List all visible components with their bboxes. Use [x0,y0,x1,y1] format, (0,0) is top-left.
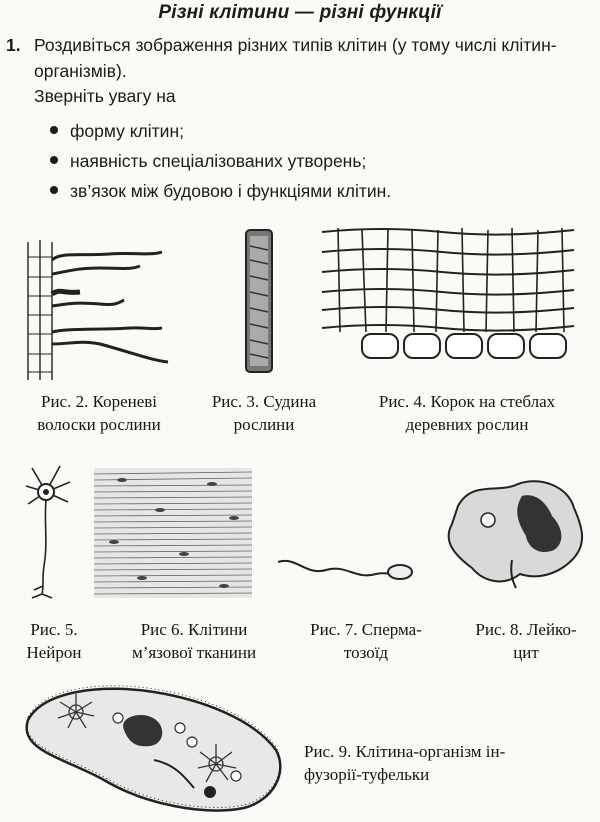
plant-vessel-illustration [240,226,280,376]
figure-caption-3: Рис. 3. Судина рослини [211,392,317,434]
task-number: 1. [6,35,21,55]
leukocyte-illustration [442,476,588,600]
neuron-illustration [22,462,74,600]
bullet-icon [50,186,58,194]
figure-caption-9: Рис. 9. Клітина-організм ін- фузорії-туфельки [304,742,506,784]
figure-caption-2: Рис. 2. Кореневі волоски рослини [37,392,161,434]
figure-caption-7: Рис. 7. Сперма- тозоїд [310,620,422,662]
task-text: Роздивіться зображення різних типів клітин (у тому числі клітин-організмів). [34,35,557,81]
cork-cells-illustration [322,224,574,369]
bullet-icon [50,156,58,164]
figure-caption-4: Рис. 4. Корок на стеблах деревних рослин [378,392,556,434]
figure-caption-8: Рис. 8. Лейко- цит [475,620,577,662]
root-hairs-illustration [20,232,180,382]
bullet-list [50,116,391,206]
sperm-cell-illustration [276,552,412,588]
task-block [6,32,592,84]
page-title: Різні клітини — різні функції [158,2,442,23]
list-item: форму клітин; [50,116,391,146]
list-item: зв’язок між будовою і функціями клітин. [50,176,391,206]
paramecium-illustration [14,680,288,816]
bullet-icon [50,126,58,134]
list-item: наявність спеціалізованих утворень; [50,146,391,176]
muscle-tissue-illustration [94,468,252,598]
figure-caption-5: Рис. 5. Нейрон [26,620,82,662]
figure-caption-6: Рис 6. Клітини м’язової тканини [131,620,257,662]
attention-line: Зверніть увагу на [34,86,176,106]
